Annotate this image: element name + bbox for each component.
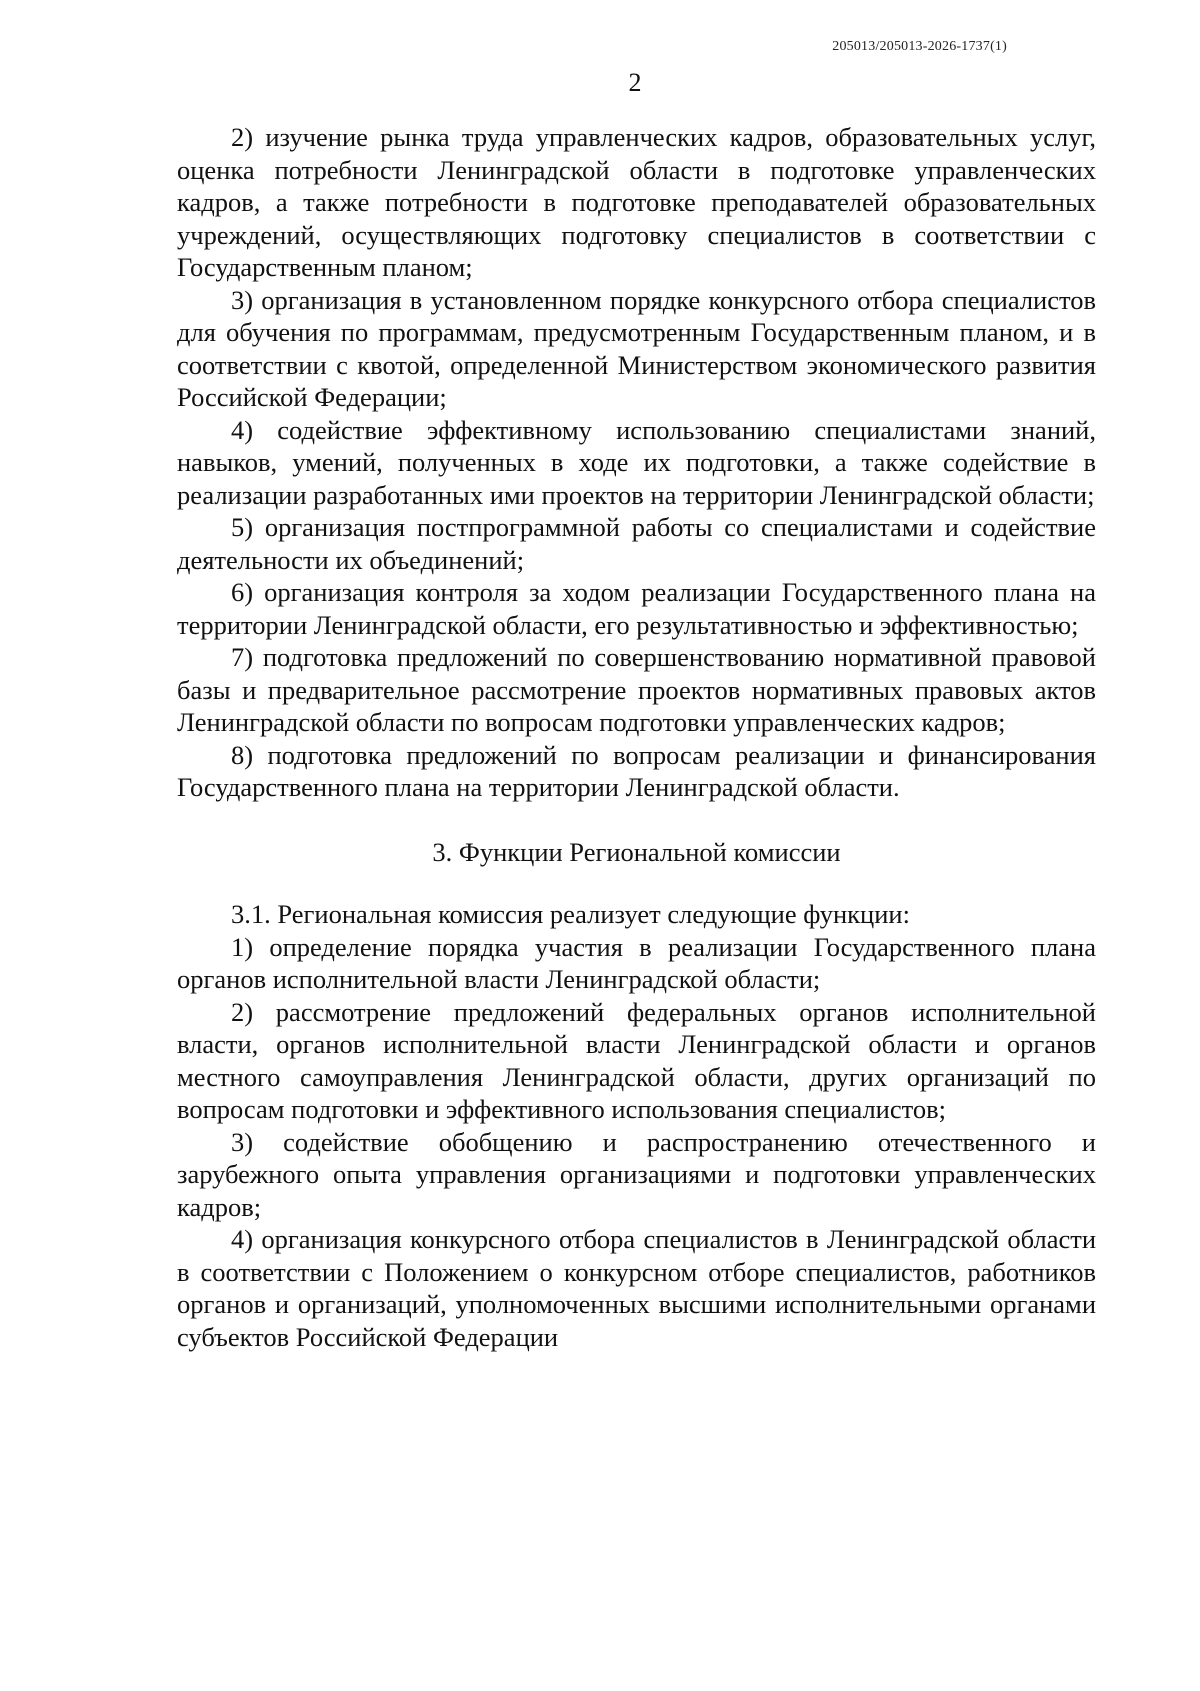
page-number: 2 [628, 68, 642, 97]
list-item-6: 6) организация контроля за ходом реализации Государственного плана на территории Ленинградской области, его результативностью и эффективностью; [177, 577, 1096, 640]
section-intro: 3.1. Региональная комиссия реализует следующие функции: [231, 899, 910, 929]
list-item-7: 7) подготовка предложений по совершенствованию нормативной правовой базы и предварительное рассмотрение проектов нормативных правовых актов Ленинградской области по вопросам подготовки управленческих кадров; [177, 642, 1096, 737]
section-heading: 3. Функции Региональной комиссии [432, 836, 841, 867]
list-item-4: 4) содействие эффективному использованию специалистами знаний, навыков, умений, полученных в ходе их подготовки, а также содействие в реализации разработанных ими проектов на территории Ленинградской области; [177, 414, 1096, 510]
function-item-2: 2) рассмотрение предложений федеральных органов исполнительной власти, органов исполнительной власти Ленинградской области и органов местного самоуправления Ленинградской области, других организаций по вопросам подготовки и эффективного использования специалистов; [177, 996, 1096, 1124]
function-item-1: 1) определение порядка участия в реализации Государственного плана органов исполнительной власти Ленинградской области; [177, 931, 1096, 994]
list-item-2: 2) изучение рынка труда управленческих кадров, образовательных услуг, оценка потребности Ленинградской области в подготовке управленческих кадров, а также потребности в подготовке преподавателей образовательных учреждений, осуществляющих подготовку специалистов в соответствии с Государственным планом; [177, 122, 1096, 282]
document-body [177, 121, 1096, 1353]
list-item-5: 5) организация постпрограммной работы со специалистами и содействие деятельности их объединений; [177, 512, 1096, 575]
list-item-3: 3) организация в установленном порядке конкурсного отбора специалистов для обучения по программам, предусмотренным Государственным планом, и в соответствии с квотой, определенной Министерством экономического развития Российской Федерации; [177, 284, 1096, 412]
document-id: 205013/205013-2026-1737(1) [832, 39, 1007, 54]
function-item-4: 4) организация конкурсного отбора специалистов в Ленинградской области в соответствии с Положением о конкурсном отборе специалистов, работников органов и организаций, уполномоченных высшими исполнительными органами субъектов Российской Федерации [177, 1224, 1096, 1352]
list-item-8: 8) подготовка предложений по вопросам реализации и финансирования Государственного плана на территории Ленинградской области. [177, 739, 1096, 802]
function-item-3: 3) содействие обобщению и распространению отечественного и зарубежного опыта управления организациями и подготовки управленческих кадров; [177, 1126, 1096, 1222]
